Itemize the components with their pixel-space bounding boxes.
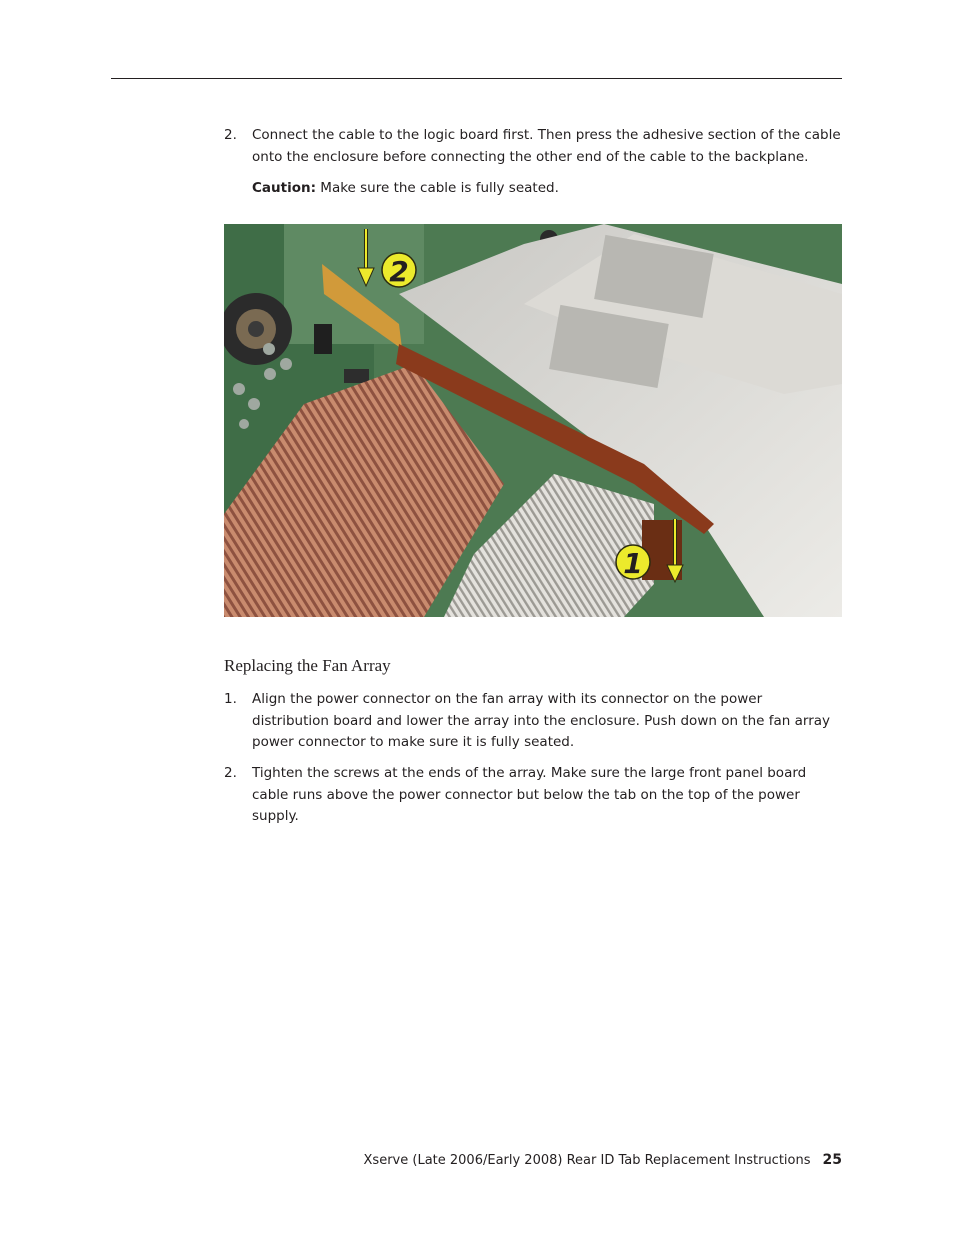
step-text: Connect the cable to the logic board first. Then press the adhesive section of the cable onto the enclosure before connecting the other end of the cable to the backplane. xyxy=(252,127,841,165)
step-text: Align the power connector on the fan array with its connector on the power distribution board and lower the array into the enclosure. Push down on the fan array power connector to make sure it is fully seated. xyxy=(252,691,831,751)
caution-note xyxy=(252,178,559,200)
header-rule xyxy=(111,78,842,79)
section-heading: Replacing the Fan Array xyxy=(224,656,391,675)
fan-step-1 xyxy=(224,689,842,754)
callout-1-label: 1 xyxy=(623,547,643,580)
footer-title: Xserve (Late 2006/Early 2008) Rear ID Tab Replacement Instructions xyxy=(363,1153,811,1168)
cable-installation-photo xyxy=(224,224,842,617)
page-number: 25 xyxy=(822,1152,842,1168)
step-number: 1. xyxy=(224,691,237,707)
fan-step-2 xyxy=(224,763,842,828)
step-number: 2. xyxy=(224,765,237,781)
intro-step xyxy=(224,125,842,168)
caution-label: Caution: xyxy=(252,180,316,196)
callout-2-label: 2 xyxy=(389,255,409,288)
step-text: Tighten the screws at the ends of the array. Make sure the large front panel board cable runs above the power connector but below the tab on the top of the power supply. xyxy=(252,765,807,825)
step-number: 2. xyxy=(224,127,237,143)
caution-text: Make sure the cable is fully seated. xyxy=(316,180,559,196)
page-footer xyxy=(364,1152,842,1168)
